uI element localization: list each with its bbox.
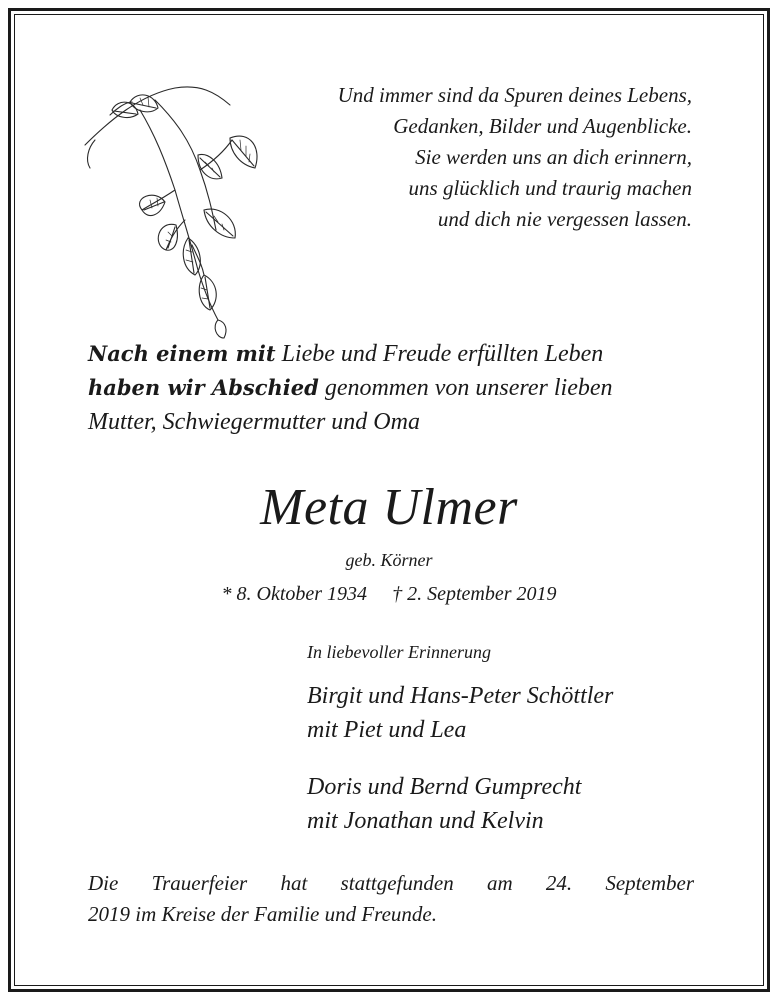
announcement-text-part: Liebe und Freude erfüllten Leben [275, 341, 604, 367]
deceased-name: Meta Ulmer [260, 479, 518, 536]
memorial-poem [252, 80, 692, 235]
announcement-line [88, 337, 698, 371]
poem-line: Und immer sind da Spuren deines Lebens, [337, 83, 692, 107]
funeral-notice [88, 868, 694, 930]
family-children: mit Jonathan und Kelvin [307, 808, 544, 834]
birth-date: * 8. Oktober 1934 [221, 583, 368, 605]
announcement-emphasis: Nach einem mit [88, 341, 276, 366]
announcement-text-part: genommen von unserer lieben [318, 375, 613, 401]
poem-line: Gedanken, Bilder und Augenblicke. [393, 114, 692, 138]
poem-line: uns glücklich und traurig machen [408, 176, 692, 200]
family-group [307, 679, 613, 747]
announcement-text [88, 337, 698, 439]
family-names: Doris und Bernd Gumprecht [307, 774, 582, 800]
funeral-notice-line: 2019 im Kreise der Familie und Freunde. [88, 902, 437, 926]
announcement-line: Mutter, Schwiegermutter und Oma [88, 409, 420, 435]
announcement-line [88, 371, 698, 405]
family-names: Birgit und Hans-Peter Schöttler [307, 683, 614, 709]
memory-label: In liebevoller Erinnerung [307, 642, 491, 662]
announcement-emphasis: haben wir Abschied [88, 375, 319, 400]
birch-leaves-icon [80, 80, 270, 340]
maiden-name: geb. Körner [345, 550, 433, 570]
funeral-notice-line: Die Trauerfeier hat stattgefunden am 24. September [88, 871, 694, 895]
family-children: mit Piet und Lea [307, 717, 467, 743]
family-group [307, 770, 581, 838]
poem-line: Sie werden uns an dich erinnern, [415, 145, 692, 169]
death-date: † 2. September 2019 [392, 583, 557, 605]
poem-line: und dich nie vergessen lassen. [437, 207, 692, 231]
life-dates [0, 583, 778, 606]
